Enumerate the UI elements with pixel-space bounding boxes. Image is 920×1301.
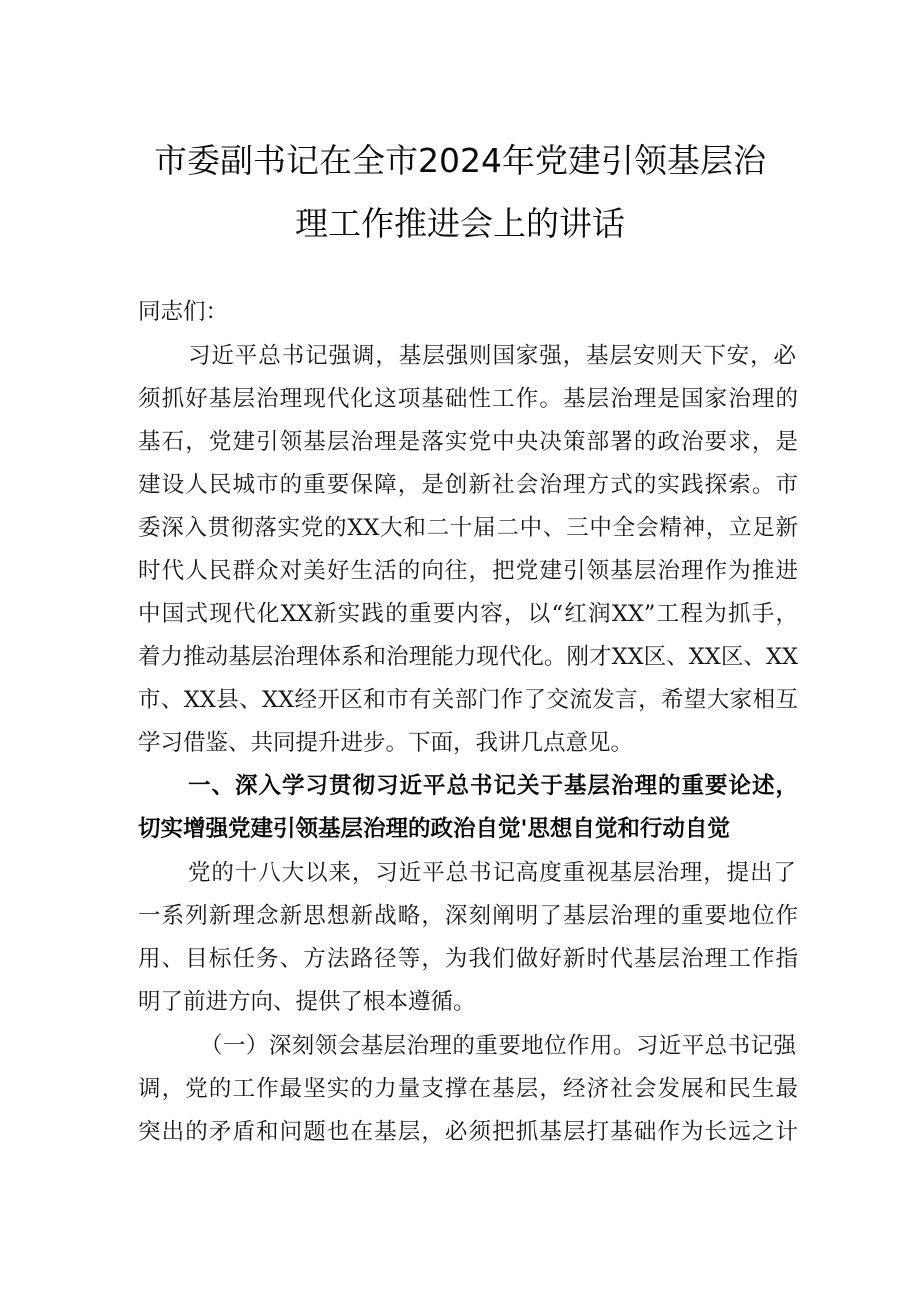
section-heading-line: 一、深入学习贯彻习近平总书记关于基层治理的重要论述， (188, 773, 798, 799)
paragraph-line: 须抓好基层治理现代化这项基础性工作。基层治理是国家治理的 (138, 386, 798, 412)
section-heading-line: 切实增强党建引领基层治理的政治自觉'思想自觉和行动自觉 (138, 816, 730, 842)
paragraph-line: 调，党的工作最坚实的力量支撑在基层，经济社会发展和民生最 (138, 1076, 798, 1102)
paragraph-line: 中国式现代化XX新实践的重要内容，以“红润XX”工程为抓手， (138, 601, 798, 627)
paragraph-line: 基石，党建引领基层治理是落实党中央决策部署的政治要求，是 (138, 429, 798, 455)
paragraph-line: 学习借鉴、共同提升进步。下面，我讲几点意见。 (138, 730, 634, 756)
paragraph-line: 市、XX县、XX经开区和市有关部门作了交流发言，希望大家相互 (138, 687, 798, 713)
paragraph-line: 一系列新理念新思想新战略，深刻阐明了基层治理的重要地位作 (138, 903, 798, 929)
paragraph-line: 习近平总书记强调，基层强则国家强，基层安则天下安，必 (188, 343, 796, 369)
paragraph-line: 党的十八大以来，习近平总书记高度重视基层治理，提出了 (188, 860, 796, 886)
subsection-line: （一）深刻领会基层治理的重要地位作用。习近平总书记强 (200, 1033, 796, 1059)
paragraph-line: 建设人民城市的重要保障，是创新社会治理方式的实践探索。市 (138, 472, 798, 498)
document-title-line-1: 市委副书记在全市2024年党建引领基层治 (154, 141, 766, 180)
paragraph-line: 突出的矛盾和问题也在基层，必须把抓基层打基础作为长远之计 (138, 1119, 798, 1145)
paragraph-line: 明了前进方向、提供了根本遵循。 (138, 989, 476, 1015)
paragraph-line: 委深入贯彻落实党的XX大和二十届二中、三中全会精神，立足新 (138, 515, 798, 541)
document-title-line-2: 理工作推进会上的讲话 (295, 204, 625, 243)
salutation: 同志们： (138, 299, 229, 325)
paragraph-line: 着力推动基层治理体系和治理能力现代化。刚才XX区、XX区、XX (138, 644, 798, 670)
paragraph-line: 用、目标任务、方法路径等，为我们做好新时代基层治理工作指 (138, 946, 798, 972)
paragraph-line: 时代人民群众对美好生活的向往，把党建引领基层治理作为推进 (138, 558, 798, 584)
